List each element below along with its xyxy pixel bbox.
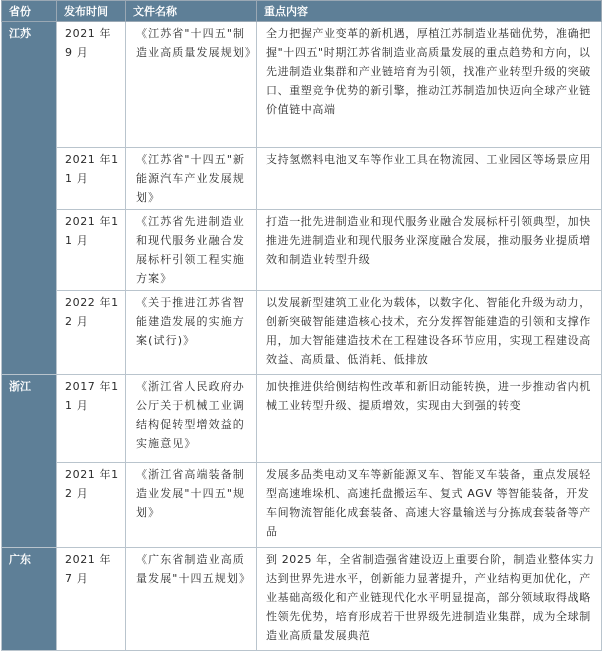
province-cell: 浙江	[2, 375, 57, 548]
table-row	[2, 463, 602, 548]
name-cell: 《江苏省"十四五"制造业高质量发展规划》	[126, 22, 257, 148]
name-cell: 《浙江省人民政府办公厅关于机械工业调结构促转型增效益的实施意见》	[126, 375, 257, 463]
province-cell: 江苏	[2, 22, 57, 375]
table-row	[2, 210, 602, 291]
name-cell: 《江苏省先进制造业和现代服务业融合发展标杆引领工程实施方案》	[126, 210, 257, 291]
header-release-time: 发布时间	[57, 1, 126, 22]
header-province: 省份	[2, 1, 57, 22]
table-row	[2, 375, 602, 463]
content-cell: 打造一批先进制造业和现代服务业融合发展标杆引领典型，加快推进先进制造业和现代服务业深度融合发展，推动服务业提质增效和制造业转型升级	[257, 210, 602, 291]
table-row	[2, 22, 602, 148]
header-document-name: 文件名称	[126, 1, 257, 22]
content-cell: 加快推进供给侧结构性改革和新旧动能转换，进一步推动省内机械工业转型升级、提质增效，实现由大到强的转变	[257, 375, 602, 463]
table-row	[2, 148, 602, 210]
table-header-row	[2, 1, 602, 22]
content-cell: 到 2025 年，全省制造强省建设迈上重要台阶，制造业整体实力达到世界先进水平，创新能力显著提升，产业结构更加优化，产业基础高级化和产业链现代化水平明显提高，部分领域取得战略性领先优势，培育形成若干世界级先进制造业集群，成为全球制造业高质量发展典范	[257, 548, 602, 651]
name-cell: 《广东省制造业高质量发展"十四五规划》	[126, 548, 257, 651]
content-cell: 全力把握产业变革的新机遇，厚植江苏制造业基础优势，准确把握"十四五"时期江苏省制造业高质量发展的重点趋势和方向，以先进制造业集群和产业链培育为引领，找准产业转型升级的突破口、重塑竞争优势的新引擎，推动江苏制造加快迈向全球产业链价值链中高端	[257, 22, 602, 148]
name-cell: 《江苏省"十四五"新能源汽车产业发展规划》	[126, 148, 257, 210]
time-cell: 2022 年12 月	[57, 291, 126, 375]
table-row	[2, 291, 602, 375]
time-cell: 2021 年11 月	[57, 148, 126, 210]
province-cell: 广东	[2, 548, 57, 651]
policy-table	[1, 0, 602, 651]
policy-table-container	[1, 0, 601, 651]
time-cell: 2021 年12 月	[57, 463, 126, 548]
content-cell: 支持氢燃料电池叉车等作业工具在物流园、工业园区等场景应用	[257, 148, 602, 210]
content-cell: 以发展新型建筑工业化为载体，以数字化、智能化升级为动力，创新突破智能建造核心技术，充分发挥智能建造的引领和支撑作用，加大智能建造技术在工程建设各环节应用，实现工程建设高效益、高质量、低消耗、低排放	[257, 291, 602, 375]
table-row	[2, 548, 602, 651]
time-cell: 2021 年 9 月	[57, 22, 126, 148]
header-key-content: 重点内容	[257, 1, 602, 22]
time-cell: 2017 年11 月	[57, 375, 126, 463]
name-cell: 《关于推进江苏省智能建造发展的实施方案(试行)》	[126, 291, 257, 375]
time-cell: 2021 年 7 月	[57, 548, 126, 651]
time-cell: 2021 年11 月	[57, 210, 126, 291]
content-cell: 发展多品类电动叉车等新能源叉车、智能叉车装备，重点发展轻型高速堆垛机、高速托盘搬运车、复式 AGV 等智能装备，开发车间物流智能化成套装备、高速大容量输送与分拣成套装备等产品	[257, 463, 602, 548]
name-cell: 《浙江省高端装备制造业发展"十四五"规划》	[126, 463, 257, 548]
